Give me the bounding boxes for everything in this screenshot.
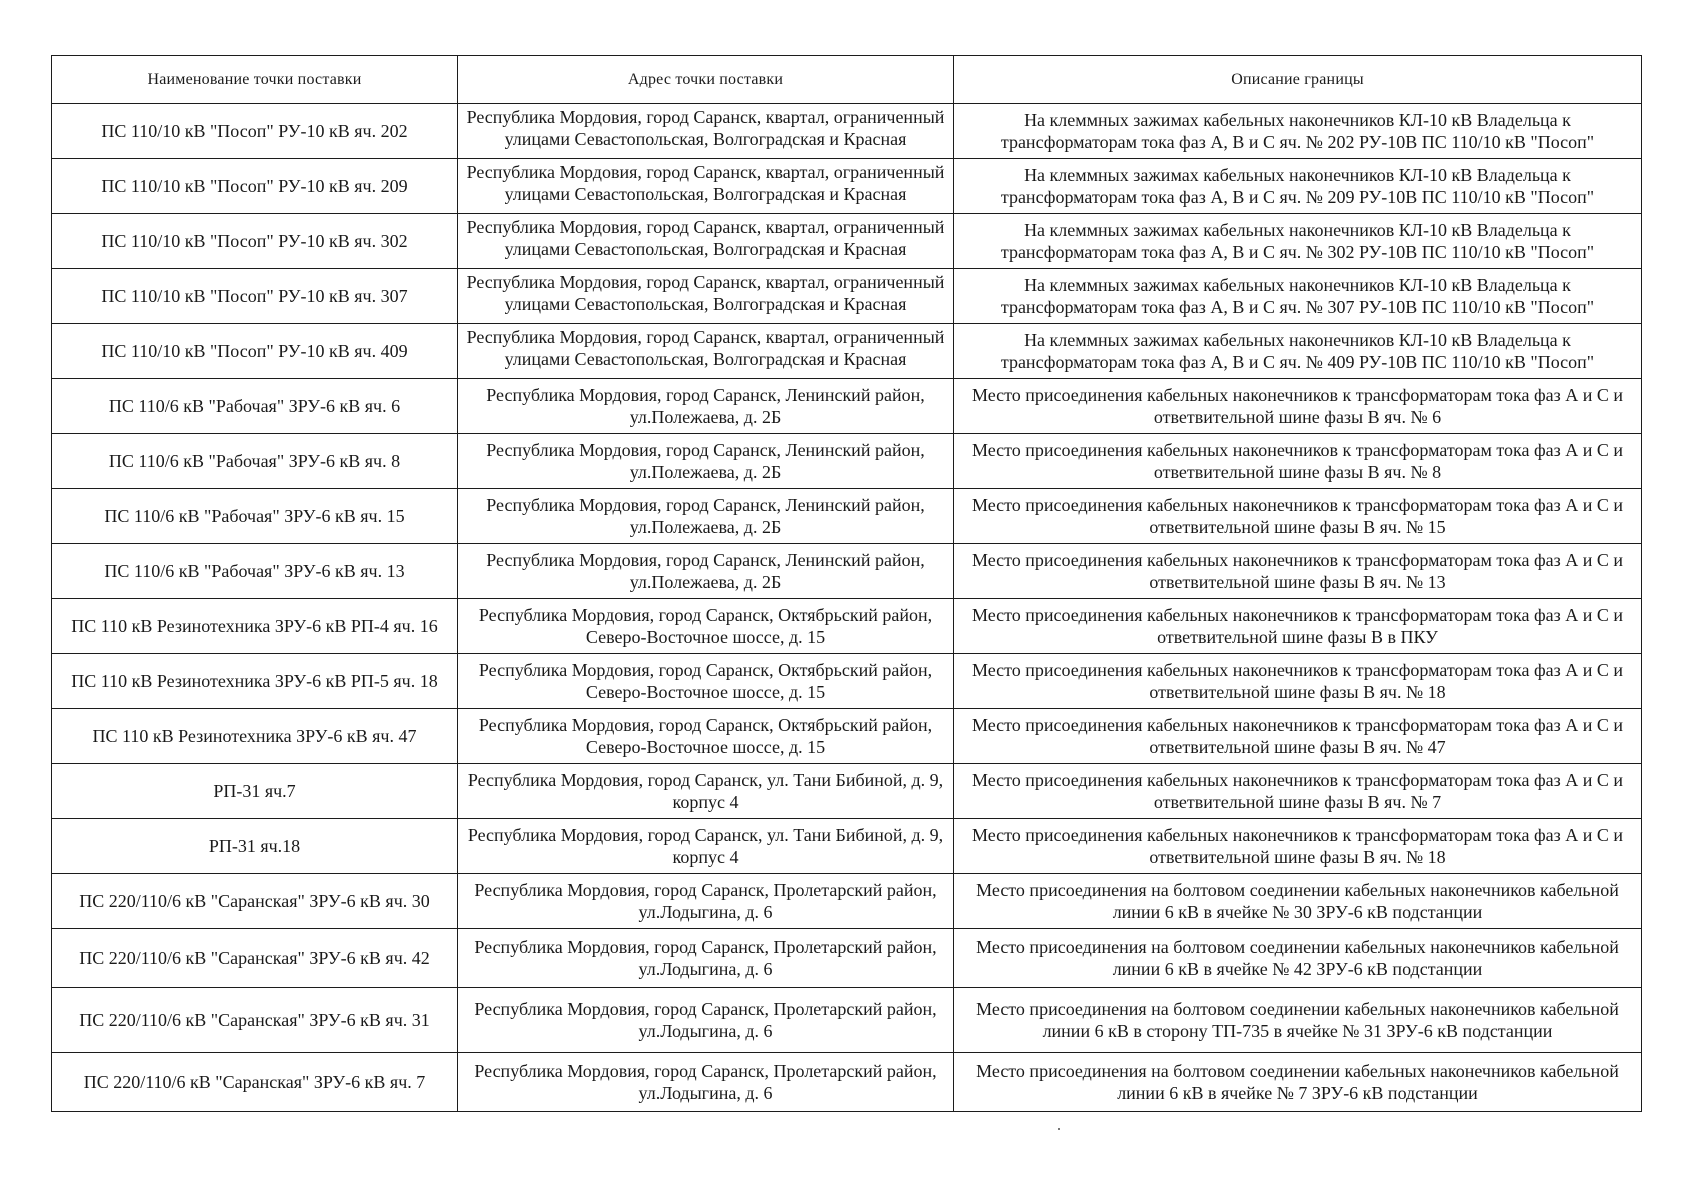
address-text: Республика Мордовия, город Саранск, квартал, ограниченный улицами Севастопольская, Волгоградская и Красная (466, 327, 945, 369)
table-row (52, 819, 1642, 874)
supply-point-name-cell: РП-31 яч.7 (52, 764, 458, 819)
supply-point-address-cell: Республика Мордовия, город Саранск, Пролетарский район, ул.Лодыгина, д. 6 (458, 1053, 954, 1112)
supply-point-name-cell: ПС 110/10 кВ "Посоп" РУ-10 кВ яч. 209 (52, 159, 458, 214)
header-supply-point-address: Адрес точки поставки (458, 56, 954, 104)
supply-point-name-cell: ПС 110/10 кВ "Посоп" РУ-10 кВ яч. 409 (52, 324, 458, 379)
boundary-description-cell: Место присоединения на болтовом соединении кабельных наконечников кабельной линии 6 кВ в ячейке № 7 ЗРУ-6 кВ подстанции (954, 1053, 1642, 1112)
boundary-description-cell: Место присоединения кабельных наконечников к трансформаторам тока фаз А и С и ответвительной шине фазы В яч. № 13 (954, 544, 1642, 599)
boundary-description-cell: На клеммных зажимах кабельных наконечников КЛ-10 кВ Владельца к трансформаторам тока фаз А, В и С яч. № 307 РУ-10В ПС 110/10 кВ "Посоп" (954, 269, 1642, 324)
supply-point-address-cell: Республика Мордовия, город Саранск, Ленинский район, ул.Полежаева, д. 2Б (458, 489, 954, 544)
supply-point-name-cell: ПС 110/6 кВ "Рабочая" ЗРУ-6 кВ яч. 8 (52, 434, 458, 489)
boundary-description-cell: Место присоединения кабельных наконечников к трансформаторам тока фаз А и С и ответвительной шине фазы В яч. № 18 (954, 819, 1642, 874)
supply-point-name-cell: ПС 110/10 кВ "Посоп" РУ-10 кВ яч. 202 (52, 104, 458, 159)
table-row (52, 1053, 1642, 1112)
boundary-description-cell: Место присоединения кабельных наконечников к трансформаторам тока фаз А и С и ответвительной шине фазы В яч. № 18 (954, 654, 1642, 709)
supply-point-name-cell: ПС 110 кВ Резинотехника ЗРУ-6 кВ РП-5 яч. 18 (52, 654, 458, 709)
supply-point-address-cell (458, 324, 954, 379)
supply-point-address-cell: Республика Мордовия, город Саранск, Ленинский район, ул.Полежаева, д. 2Б (458, 434, 954, 489)
boundary-description-cell: Место присоединения на болтовом соединении кабельных наконечников кабельной линии 6 кВ в сторону ТП-735 в ячейке № 31 ЗРУ-6 кВ подстанции (954, 988, 1642, 1053)
table-row (52, 489, 1642, 544)
supply-point-name-cell: ПС 110/10 кВ "Посоп" РУ-10 кВ яч. 302 (52, 214, 458, 269)
supply-point-name-cell: ПС 110 кВ Резинотехника ЗРУ-6 кВ РП-4 яч. 16 (52, 599, 458, 654)
table-row (52, 214, 1642, 269)
supply-point-address-cell: Республика Мордовия, город Саранск, ул. Тани Бибиной, д. 9, корпус 4 (458, 764, 954, 819)
supply-point-address-cell: Республика Мордовия, город Саранск, Пролетарский район, ул.Лодыгина, д. 6 (458, 988, 954, 1053)
supply-point-address-cell: Республика Мордовия, город Саранск, ул. Тани Бибиной, д. 9, корпус 4 (458, 819, 954, 874)
header-boundary-description: Описание границы (954, 56, 1642, 104)
boundary-description-cell: Место присоединения кабельных наконечников к трансформаторам тока фаз А и С и ответвительной шине фазы В яч. № 8 (954, 434, 1642, 489)
boundary-description-cell: Место присоединения кабельных наконечников к трансформаторам тока фаз А и С и ответвительной шине фазы В яч. № 15 (954, 489, 1642, 544)
supply-point-name-cell: РП-31 яч.18 (52, 819, 458, 874)
address-text: Республика Мордовия, город Саранск, квартал, ограниченный улицами Севастопольская, Волгоградская и Красная (466, 272, 945, 314)
address-clipped-text (464, 269, 947, 317)
table-row (52, 764, 1642, 819)
supply-point-name-cell: ПС 220/110/6 кВ "Саранская" ЗРУ-6 кВ яч. 42 (52, 929, 458, 988)
supply-point-address-cell: Республика Мордовия, город Саранск, Ленинский район, ул.Полежаева, д. 2Б (458, 544, 954, 599)
supply-point-name-cell: ПС 220/110/6 кВ "Саранская" ЗРУ-6 кВ яч. 30 (52, 874, 458, 929)
supply-point-address-cell: Республика Мордовия, город Саранск, Пролетарский район, ул.Лодыгина, д. 6 (458, 874, 954, 929)
address-clipped-text (464, 324, 947, 372)
boundary-description-cell: Место присоединения кабельных наконечников к трансформаторам тока фаз А и С и ответвительной шине фазы В яч. № 47 (954, 709, 1642, 764)
supply-point-name-cell: ПС 110/6 кВ "Рабочая" ЗРУ-6 кВ яч. 13 (52, 544, 458, 599)
boundary-description-cell: Место присоединения на болтовом соединении кабельных наконечников кабельной линии 6 кВ в ячейке № 30 ЗРУ-6 кВ подстанции (954, 874, 1642, 929)
supply-point-address-cell (458, 159, 954, 214)
supply-point-address-cell: Республика Мордовия, город Саранск, Октябрьский район, Северо-Восточное шоссе, д. 15 (458, 654, 954, 709)
boundary-description-cell: На клеммных зажимах кабельных наконечников КЛ-10 кВ Владельца к трансформаторам тока фаз А, В и С яч. № 302 РУ-10В ПС 110/10 кВ "Посоп" (954, 214, 1642, 269)
address-text: Республика Мордовия, город Саранск, квартал, ограниченный улицами Севастопольская, Волгоградская и Красная (466, 162, 945, 204)
supply-point-address-cell: Республика Мордовия, город Саранск, Ленинский район, ул.Полежаева, д. 2Б (458, 379, 954, 434)
boundary-description-cell: Место присоединения кабельных наконечников к трансформаторам тока фаз А и С и ответвительной шине фазы В яч. № 7 (954, 764, 1642, 819)
table-row (52, 874, 1642, 929)
supply-point-address-cell (458, 104, 954, 159)
table-row (52, 379, 1642, 434)
boundary-description-cell: Место присоединения кабельных наконечников к трансформаторам тока фаз А и С и ответвительной шине фазы В в ПКУ (954, 599, 1642, 654)
table-row (52, 988, 1642, 1053)
table-row (52, 599, 1642, 654)
boundary-description-cell: На клеммных зажимах кабельных наконечников КЛ-10 кВ Владельца к трансформаторам тока фаз А, В и С яч. № 202 РУ-10В ПС 110/10 кВ "Посоп" (954, 104, 1642, 159)
supply-point-name-cell: ПС 110/10 кВ "Посоп" РУ-10 кВ яч. 307 (52, 269, 458, 324)
table-row (52, 544, 1642, 599)
supply-point-name-cell: ПС 110 кВ Резинотехника ЗРУ-6 кВ яч. 47 (52, 709, 458, 764)
supply-point-name-cell: ПС 220/110/6 кВ "Саранская" ЗРУ-6 кВ яч. 31 (52, 988, 458, 1053)
table-row (52, 324, 1642, 379)
supply-point-address-cell (458, 214, 954, 269)
supply-point-name-cell: ПС 220/110/6 кВ "Саранская" ЗРУ-6 кВ яч. 7 (52, 1053, 458, 1112)
table-body (52, 104, 1642, 1112)
table-header-row (52, 56, 1642, 104)
address-text: Республика Мордовия, город Саранск, квартал, ограниченный улицами Севастопольская, Волгоградская и Красная (466, 217, 945, 259)
boundary-description-cell: Место присоединения кабельных наконечников к трансформаторам тока фаз А и С и ответвительной шине фазы В яч. № 6 (954, 379, 1642, 434)
address-clipped-text (464, 214, 947, 262)
table-row (52, 269, 1642, 324)
boundary-description-cell: На клеммных зажимах кабельных наконечников КЛ-10 кВ Владельца к трансформаторам тока фаз А, В и С яч. № 209 РУ-10В ПС 110/10 кВ "Посоп" (954, 159, 1642, 214)
supply-point-address-cell: Республика Мордовия, город Саранск, Пролетарский район, ул.Лодыгина, д. 6 (458, 929, 954, 988)
table-row (52, 929, 1642, 988)
boundary-description-cell: Место присоединения на болтовом соединении кабельных наконечников кабельной линии 6 кВ в ячейке № 42 ЗРУ-6 кВ подстанции (954, 929, 1642, 988)
supply-point-address-cell: Республика Мордовия, город Саранск, Октябрьский район, Северо-Восточное шоссе, д. 15 (458, 709, 954, 764)
header-supply-point-name: Наименование точки поставки (52, 56, 458, 104)
scan-speck (1058, 1128, 1060, 1130)
table-row (52, 104, 1642, 159)
supply-point-address-cell: Республика Мордовия, город Саранск, Октябрьский район, Северо-Восточное шоссе, д. 15 (458, 599, 954, 654)
supply-point-name-cell: ПС 110/6 кВ "Рабочая" ЗРУ-6 кВ яч. 6 (52, 379, 458, 434)
boundary-description-cell: На клеммных зажимах кабельных наконечников КЛ-10 кВ Владельца к трансформаторам тока фаз А, В и С яч. № 409 РУ-10В ПС 110/10 кВ "Посоп" (954, 324, 1642, 379)
table-row (52, 654, 1642, 709)
table-row (52, 434, 1642, 489)
address-clipped-text (464, 104, 947, 152)
address-clipped-text (464, 159, 947, 207)
address-text: Республика Мордовия, город Саранск, квартал, ограниченный улицами Севастопольская, Волгоградская и Красная (466, 107, 945, 149)
supply-point-address-cell (458, 269, 954, 324)
table-row (52, 709, 1642, 764)
table-row (52, 159, 1642, 214)
supply-points-table (51, 55, 1642, 1112)
supply-point-name-cell: ПС 110/6 кВ "Рабочая" ЗРУ-6 кВ яч. 15 (52, 489, 458, 544)
